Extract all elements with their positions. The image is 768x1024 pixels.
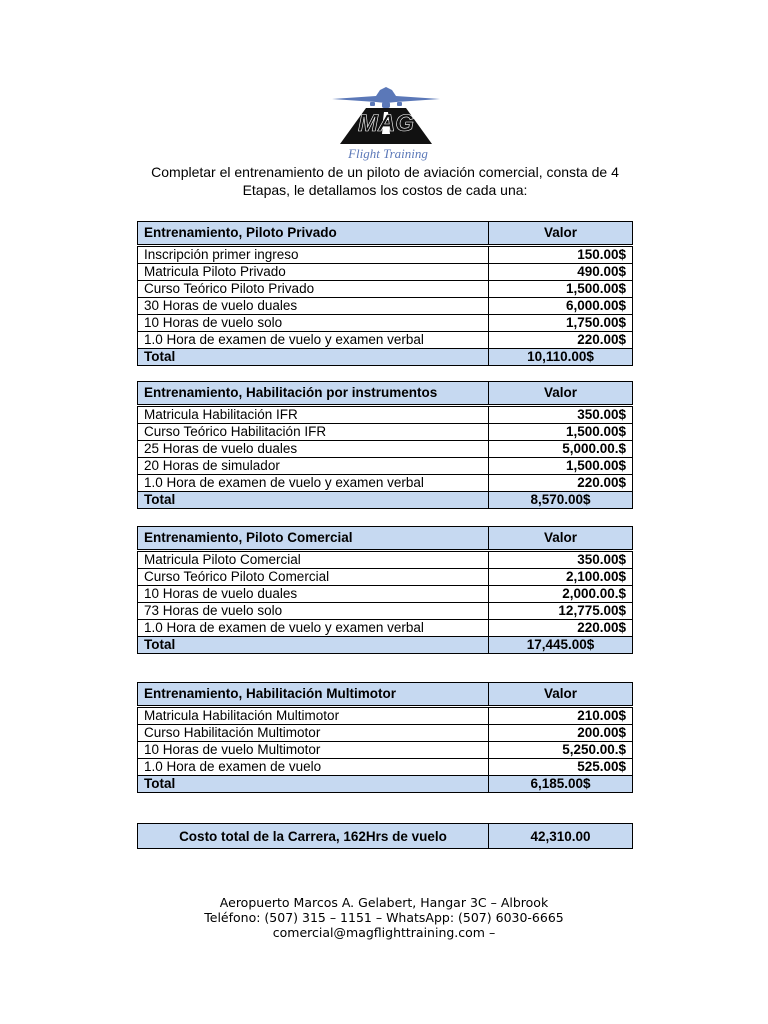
total-label: Total bbox=[138, 492, 489, 509]
total-value: 8,570.00$ bbox=[489, 492, 633, 509]
table-header-row bbox=[138, 683, 633, 706]
item-label: Curso Teórico Piloto Privado bbox=[138, 281, 489, 298]
table-header-row bbox=[138, 527, 633, 550]
intro-line-1: Completar el entrenamiento de un piloto de aviación comercial, consta de 4 bbox=[151, 164, 619, 180]
item-value: 350.00$ bbox=[489, 552, 633, 569]
item-label: 1.0 Hora de examen de vuelo y examen verbal bbox=[138, 620, 489, 637]
grand-total-value: 42,310.00 bbox=[489, 824, 633, 849]
item-label: 10 Horas de vuelo duales bbox=[138, 586, 489, 603]
total-label: Total bbox=[138, 637, 489, 654]
table-header-row bbox=[138, 382, 633, 405]
table-row bbox=[138, 407, 633, 424]
item-value: 2,100.00$ bbox=[489, 569, 633, 586]
value-header: Valor bbox=[489, 683, 633, 706]
item-label: 10 Horas de vuelo Multimotor bbox=[138, 742, 489, 759]
table-row bbox=[138, 264, 633, 281]
table-title: Entrenamiento, Piloto Comercial bbox=[138, 527, 489, 550]
mag-flight-training-logo bbox=[330, 86, 442, 166]
total-row bbox=[138, 492, 633, 509]
table-row bbox=[138, 620, 633, 637]
table-title: Entrenamiento, Piloto Privado bbox=[138, 222, 489, 245]
item-label: Matricula Piloto Privado bbox=[138, 264, 489, 281]
item-label: Curso Teórico Habilitación IFR bbox=[138, 424, 489, 441]
item-label: Inscripción primer ingreso bbox=[138, 247, 489, 264]
item-label: 20 Horas de simulador bbox=[138, 458, 489, 475]
table-title: Entrenamiento, Habilitación Multimotor bbox=[138, 683, 489, 706]
total-label: Total bbox=[138, 776, 489, 793]
item-value: 1,500.00$ bbox=[489, 458, 633, 475]
table-row bbox=[138, 247, 633, 264]
item-value: 1,500.00$ bbox=[489, 424, 633, 441]
item-label: Matricula Habilitación IFR bbox=[138, 407, 489, 424]
total-label: Total bbox=[138, 349, 489, 366]
item-value: 220.00$ bbox=[489, 620, 633, 637]
table-row bbox=[138, 315, 633, 332]
table-piloto-comercial bbox=[137, 526, 633, 654]
item-value: 200.00$ bbox=[489, 725, 633, 742]
table-row bbox=[138, 424, 633, 441]
item-label: 30 Horas de vuelo duales bbox=[138, 298, 489, 315]
table-row bbox=[138, 298, 633, 315]
table-piloto-privado bbox=[137, 221, 633, 366]
total-value: 6,185.00$ bbox=[489, 776, 633, 793]
item-label: 1.0 Hora de examen de vuelo bbox=[138, 759, 489, 776]
item-value: 12,775.00$ bbox=[489, 603, 633, 620]
item-value: 220.00$ bbox=[489, 475, 633, 492]
logo-tagline: Flight Training bbox=[348, 146, 428, 161]
table-row bbox=[138, 725, 633, 742]
footer-phone: Teléfono: (507) 315 – 1151 – WhatsApp: (507) 6030-6665 bbox=[204, 910, 564, 925]
item-label: 10 Horas de vuelo solo bbox=[138, 315, 489, 332]
item-value: 220.00$ bbox=[489, 332, 633, 349]
table-title: Entrenamiento, Habilitación por instrumentos bbox=[138, 382, 489, 405]
total-row bbox=[138, 349, 633, 366]
item-label: 1.0 Hora de examen de vuelo y examen verbal bbox=[138, 332, 489, 349]
item-label: Matricula Piloto Comercial bbox=[138, 552, 489, 569]
value-header: Valor bbox=[489, 382, 633, 405]
total-value: 17,445.00$ bbox=[489, 637, 633, 654]
total-row bbox=[138, 637, 633, 654]
total-value: 10,110.00$ bbox=[489, 349, 633, 366]
grand-total-table bbox=[137, 823, 633, 849]
table-row bbox=[138, 552, 633, 569]
value-header: Valor bbox=[489, 527, 633, 550]
table-row bbox=[138, 569, 633, 586]
item-value: 5,000.00.$ bbox=[489, 441, 633, 458]
item-value: 6,000.00$ bbox=[489, 298, 633, 315]
item-label: Curso Teórico Piloto Comercial bbox=[138, 569, 489, 586]
table-row bbox=[138, 603, 633, 620]
value-header: Valor bbox=[489, 222, 633, 245]
item-label: 25 Horas de vuelo duales bbox=[138, 441, 489, 458]
intro-line-2: Etapas, le detallamos los costos de cada una: bbox=[242, 182, 528, 198]
item-value: 1,500.00$ bbox=[489, 281, 633, 298]
footer-email[interactable]: comercial@magflighttraining.com – bbox=[272, 925, 496, 940]
item-label: Curso Habilitación Multimotor bbox=[138, 725, 489, 742]
table-row bbox=[138, 458, 633, 475]
table-row bbox=[138, 441, 633, 458]
grand-total-label: Costo total de la Carrera, 162Hrs de vuelo bbox=[138, 824, 489, 849]
table-row bbox=[138, 586, 633, 603]
grand-total-row bbox=[138, 824, 633, 849]
table-header-row bbox=[138, 222, 633, 245]
table-row bbox=[138, 332, 633, 349]
item-value: 5,250.00.$ bbox=[489, 742, 633, 759]
table-row bbox=[138, 759, 633, 776]
table-row bbox=[138, 708, 633, 725]
item-value: 150.00$ bbox=[489, 247, 633, 264]
item-value: 350.00$ bbox=[489, 407, 633, 424]
item-label: 73 Horas de vuelo solo bbox=[138, 603, 489, 620]
logo-brand-text: MAG bbox=[358, 110, 414, 137]
table-habilitacion-instrumentos bbox=[137, 381, 633, 509]
item-label: Matricula Habilitación Multimotor bbox=[138, 708, 489, 725]
airplane-icon bbox=[332, 87, 440, 108]
table-row bbox=[138, 281, 633, 298]
footer-contact bbox=[134, 895, 634, 940]
item-value: 490.00$ bbox=[489, 264, 633, 281]
intro-paragraph bbox=[110, 163, 660, 199]
item-value: 1,750.00$ bbox=[489, 315, 633, 332]
footer-address: Aeropuerto Marcos A. Gelabert, Hangar 3C – Albrook bbox=[219, 895, 549, 910]
total-row bbox=[138, 776, 633, 793]
table-row bbox=[138, 742, 633, 759]
table-row bbox=[138, 475, 633, 492]
item-label: 1.0 Hora de examen de vuelo y examen verbal bbox=[138, 475, 489, 492]
item-value: 525.00$ bbox=[489, 759, 633, 776]
item-value: 210.00$ bbox=[489, 708, 633, 725]
item-value: 2,000.00.$ bbox=[489, 586, 633, 603]
table-habilitacion-multimotor bbox=[137, 682, 633, 793]
